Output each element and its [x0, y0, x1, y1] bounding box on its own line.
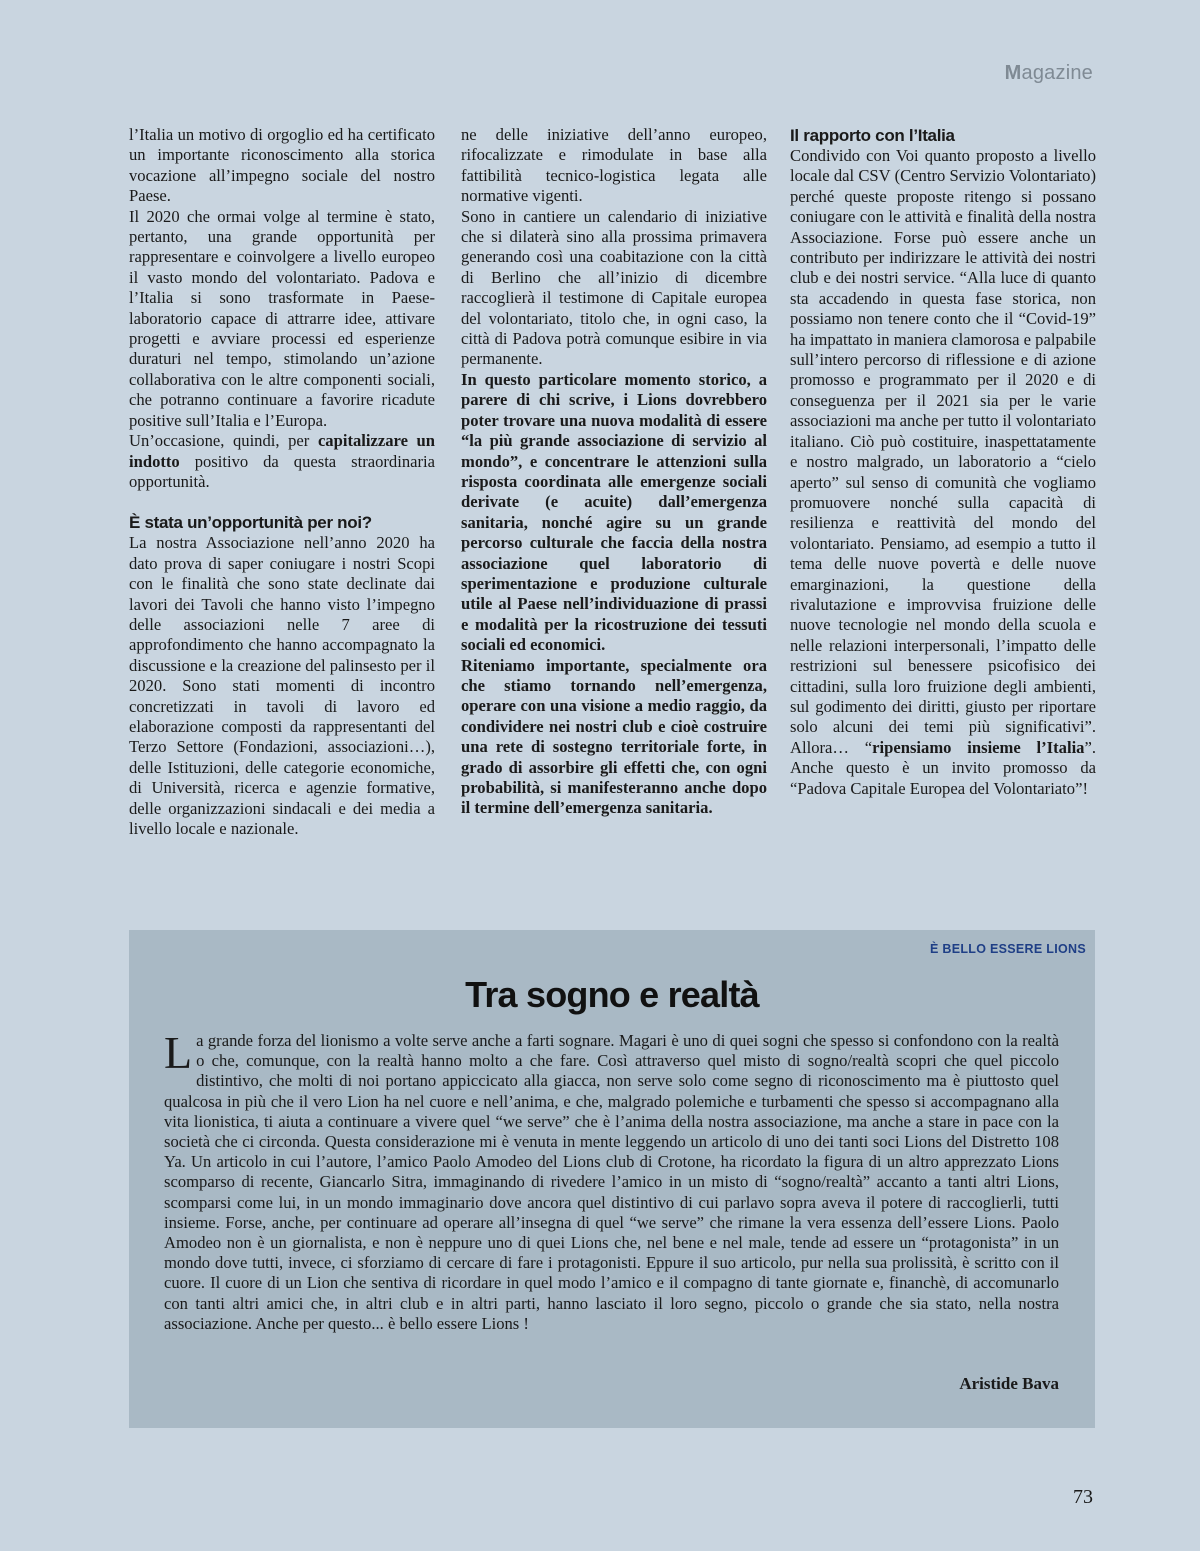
- paragraph: La nostra Associazione nell’anno 2020 ha dato prova di saper coniugare i nostri Scopi con le finalità che sono state declinate dai lavori dei Tavoli che hanno visto l’impegno delle associazioni nelle 7 aree di approfondimento che hanno accompagnato la discussione e la creazione del palinsesto per il 2020. Sono stati momenti di incontro concretizzati in tavoli di lavoro ed elaborazione composti da rappresentanti del Terzo Settore (Fondazioni, associazioni…), delle Istituzioni, delle categorie economiche, di Università, ricerca e agenzie formative, delle organizzazioni sindacali e dei media a livello locale e nazionale.: [129, 533, 435, 838]
- section-heading: È stata un’opportunità per noi?: [129, 513, 372, 533]
- box-body: La grande forza del lionismo a volte serve anche a farti sognare. Magari è uno di quei sogni che spesso si confondono con la realtà o che, comunque, con la realtà hanno molto a che fare. Così attraverso quel misto di sogno/realtà scopri che quel piccolo distintivo, che molti di noi portano appiccicato alla giacca, non serve solo come segno di riconoscimento ma è piuttosto quel qualcosa in più che il vero Lion ha nel cuore e nell’anima, e che, malgrado polemiche e turbamenti che spesso si accompagnano alla vita lionistica, ti aiuta a continuare a vivere quel “we serve” che è l’anima della nostra associazione, ma anche a stare in pace con la società che ci circonda. Questa considerazione mi è venuta in mente leggendo un articolo di uno dei tanti soci Lions del Distretto 108 Ya. Un articolo in cui l’autore, l’amico Paolo Amodeo del Lions club di Crotone, ha ricordato la figura di un altro apprezzato Lions scomparso di recente, Giancarlo Sitra, immaginando di rivedere l’amico in un misto di “sogno/realtà” accanto a tanti altri Lions, scomparsi come lui, in un mondo immaginario dove ancora quel distintivo di cui parlavo sopra aveva il potere di raccoglierli, tutti insieme. Forse, anche, per continuare ad operare all’insegna di quel “we serve” che rimane la vera essenza dell’essere Lions. Paolo Amodeo non è un giornalista, e non è neppure uno di quei Lions che, nel bene e nel male, tende ad essere un “protagonista” in un mondo dove tutti, invece, ci sforziamo di cercare di fare i protagonisti. Eppure il suo articolo, pur nella sua prolissità, è scritto con il cuore. Il cuore di un Lion che sentiva di ricordare in quel modo l’amico e il compagno di tante giornate e, financhè, di accomunarlo con tanti altri amici che, in altri club e in altri parti, hanno lasciato il loro segno, piccolo o grande che sia stato, nella nostra associazione. Anche per questo... è bello essere Lions !: [164, 1027, 1059, 1333]
- section-heading: Il rapporto con l’Italia: [790, 126, 955, 145]
- box-author: Aristide Bava: [959, 1374, 1059, 1393]
- sidebar-box: [129, 930, 1095, 1428]
- article-column-3: [790, 125, 1096, 799]
- paragraph: Condivido con Voi quanto proposto a livello locale dal CSV (Centro Servizio Volontariato) perché queste proposte ritengo si possano coniugare con le attività e finalità della nostra Associazione. Forse può essere anche un contributo per indirizzare le attività dei nostri club e dei nostri service. “Alla luce di quanto sta accadendo in questa fase storica, non possiamo non tenere conto che il “Covid-19” ha impattato in maniera clamorosa e palpabile sull’intero percorso di riflessione e di azione promosso e programmato per il 2020 e di conseguenza per il 2021 sia per le varie associazioni ma anche per tutto il volontariato italiano. Ciò può costituire, inaspettatamente e nostro malgrado, un laboratorio a “cielo aperto” sul senso di comunità che vogliamo promuovere nonché sulla capacità di resilienza e reattività del mondo del volontariato. Pensiamo, ad esempio a tutto il tema delle nuove povertà e delle nuove emarginazioni, la questione della rivalutazione e improvvisa fruizione delle nuove tecnologie nel mondo della scuola e nelle relazioni interpersonali, l’impatto delle restrizioni sul benessere psicofisico dei cittadini, sulla loro fruizione degli ambienti, sul godimento dei diritti, giusto per riportare solo alcuni dei temi più significativi”. Allora… “ripensiamo insieme l’Italia”. Anche questo è un invito promosso da “Padova Capitale Europea del Volontariato”!: [790, 146, 1096, 798]
- article-column-2: [461, 125, 767, 819]
- paragraph: Sono in cantiere un calendario di iniziative che si dilaterà sino alla prossima primavera generando così una coabitazione con la città di Berlino che all’inizio di dicembre raccoglierà il testimone di Capitale europea del volontariato, titolo che, in ogni caso, la città di Padova potrà comunque esibire in via permanente.: [461, 206, 767, 369]
- drop-cap: L: [164, 1027, 193, 1078]
- box-title: Tra sogno e realtà: [465, 974, 759, 1015]
- paragraph: ne delle iniziative dell’anno europeo, rifocalizzate e rimodulate in base alla fattibilità tecnico-logistica legata alle normative vigenti.: [461, 125, 767, 206]
- box-kicker: È BELLO ESSERE LIONS: [929, 942, 1086, 956]
- article-column-1: [129, 125, 435, 839]
- paragraph: Un’occasione, quindi, per capitalizzare un indotto positivo da questa straordinaria opportunità.: [129, 431, 435, 491]
- paragraph: Il 2020 che ormai volge al termine è stato, pertanto, una grande opportunità per rappresentare e coinvolgere a livello europeo il vasto mondo del volontariato. Padova e l’Italia si sono trasformate in Paese-laboratorio capace di attrarre idee, attivare progetti e avviare processi ed esperienze duraturi nel tempo, stimolando un’azione collaborativa con le altre componenti sociali, che potranno continuare a favorire ricadute positive sull’Italia e l’Europa.: [129, 206, 435, 430]
- paragraph-bold: In questo particolare momento storico, a parere di chi scrive, i Lions dovrebbero poter trovare una nuova modalità di essere “la più grande associazione di servizio al mondo”, e concentrare le attenzioni sulla risposta coordinata alle emergenze sociali derivate (e acuite) dall’emergenza sanitaria, nonché agire su un grande percorso culturale che faccia della nostra associazione quel laboratorio di sperimentazione e produzione culturale utile al Paese nell’individuazione di prassi e modalità per la ricostruzione dei tessuti sociali ed economici.: [461, 369, 767, 655]
- magazine-label: Magazine: [1004, 62, 1093, 84]
- page-number: 73: [1073, 1486, 1093, 1508]
- paragraph: l’Italia un motivo di orgoglio ed ha certificato un importante riconoscimento alla storica vocazione all’impegno sociale del nostro Paese.: [129, 125, 435, 206]
- paragraph-bold: Riteniamo importante, specialmente ora che stiamo tornando nell’emergenza, operare con una visione a medio raggio, da condividere nei nostri club e cioè costruire una rete di sostegno territoriale forte, in grado di assorbire gli effetti che, con ogni probabilità, si manifesteranno anche dopo il termine dell’emergenza sanitaria.: [461, 655, 767, 818]
